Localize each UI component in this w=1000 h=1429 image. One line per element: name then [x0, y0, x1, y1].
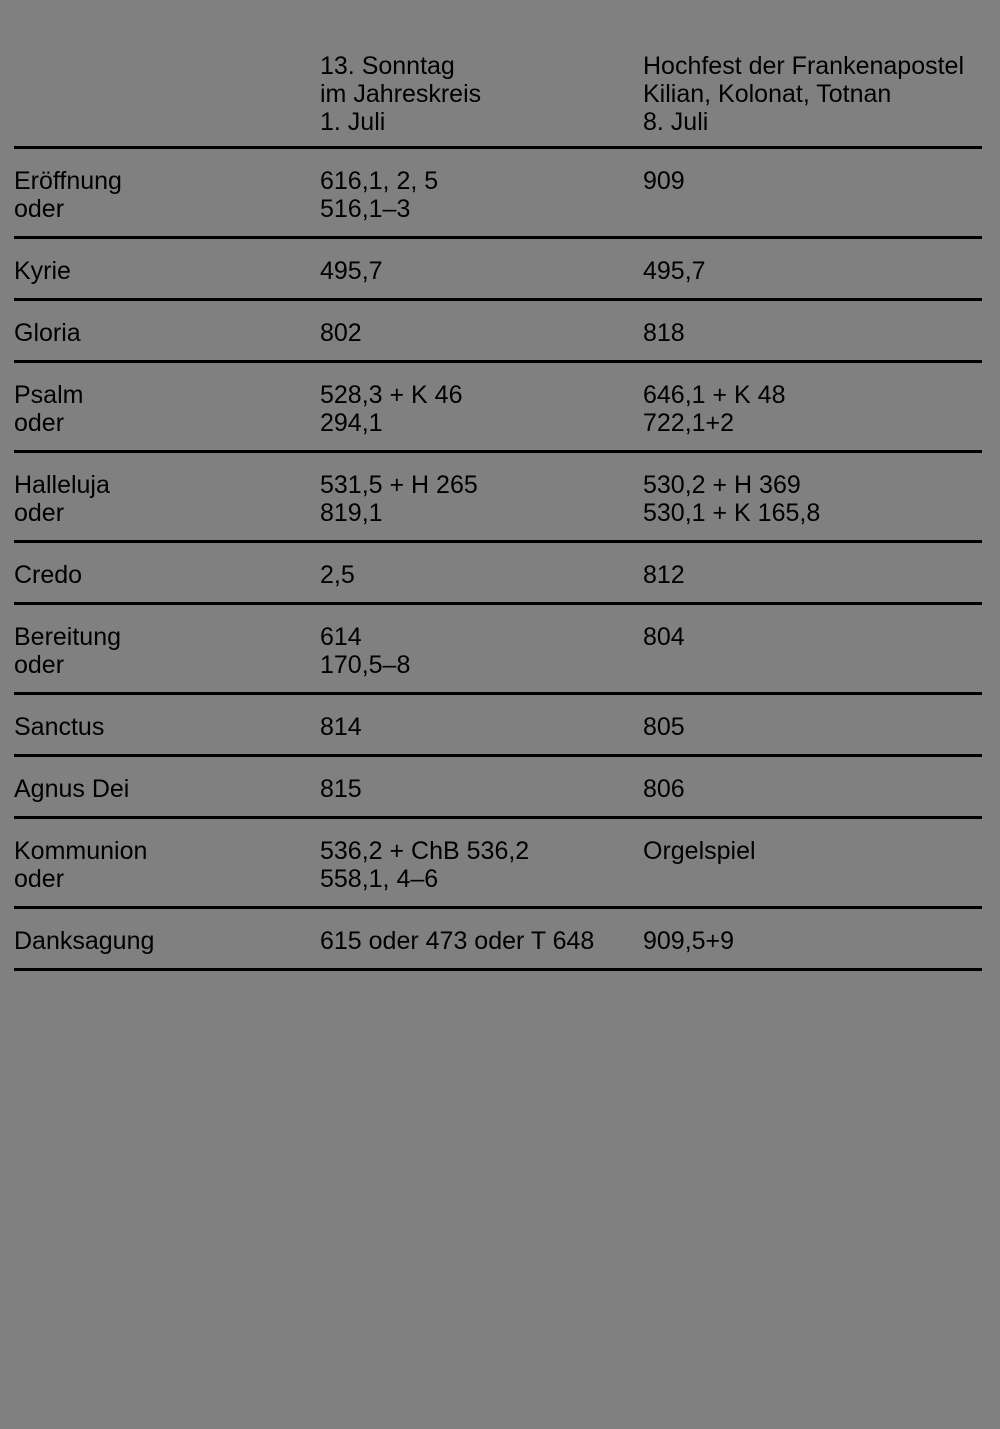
row-label: [14, 837, 147, 893]
sunday-cell: [320, 713, 362, 741]
feast-cell: [643, 623, 685, 651]
row-label-line: Credo: [14, 561, 83, 589]
row-label-line: Agnus Dei: [14, 775, 130, 803]
row-label-line: oder: [14, 409, 65, 437]
feast-cell-line: 530,1 + K 165,8: [643, 499, 821, 527]
feast-cell: [643, 319, 685, 347]
row-label-line: Bereitung: [14, 623, 122, 651]
sunday-cell: [320, 167, 438, 223]
sunday-cell-line: 536,2 + ChB 536,2: [320, 837, 530, 865]
row-label-line: Gloria: [14, 319, 81, 347]
sunday-cell: [320, 775, 362, 803]
sunday-cell: [320, 319, 362, 347]
table-header: [14, 52, 982, 146]
feast-cell: [643, 471, 820, 527]
table-row: [14, 695, 982, 754]
header-sunday-line: 13. Sonntag: [320, 52, 455, 80]
feast-cell-line: 909: [643, 167, 685, 195]
feast-cell-line: 818: [643, 319, 685, 347]
header-feast-column: [643, 52, 964, 136]
header-feast-line: 8. Juli: [643, 108, 709, 136]
sunday-cell-line: 170,5–8: [320, 651, 411, 679]
row-label-line: oder: [14, 499, 65, 527]
sunday-cell: [320, 623, 410, 679]
row-label-line: Halleluja: [14, 471, 110, 499]
table-row: [14, 543, 982, 602]
sunday-cell-line: 615 oder 473 oder T 648: [320, 927, 595, 955]
table-row: [14, 453, 982, 540]
feast-cell: [643, 713, 685, 741]
sunday-cell: [320, 927, 594, 955]
row-label-line: Danksagung: [14, 927, 155, 955]
row-label: [14, 471, 110, 527]
row-label: [14, 257, 71, 285]
feast-cell: [643, 167, 685, 195]
row-label-line: Kyrie: [14, 257, 71, 285]
table-row: [14, 909, 982, 968]
sunday-cell: [320, 561, 355, 589]
feast-cell: [643, 561, 685, 589]
row-label-line: oder: [14, 195, 65, 223]
sunday-cell: [320, 837, 529, 893]
header-feast-line: Hochfest der Frankenapostel: [643, 52, 965, 80]
table-row: [14, 363, 982, 450]
feast-cell-line: 909,5+9: [643, 927, 735, 955]
feast-cell-line: 722,1+2: [643, 409, 735, 437]
liturgy-song-table: [14, 52, 982, 971]
table-row: [14, 301, 982, 360]
feast-cell: [643, 927, 734, 955]
feast-cell-line: 530,2 + H 369: [643, 471, 801, 499]
feast-cell-line: 805: [643, 713, 685, 741]
sunday-cell-line: 802: [320, 319, 362, 347]
header-sunday-column: [320, 52, 481, 136]
row-label-line: oder: [14, 865, 65, 893]
feast-cell: [643, 257, 706, 285]
row-label-line: oder: [14, 651, 65, 679]
table-row: [14, 819, 982, 906]
sunday-cell-line: 531,5 + H 265: [320, 471, 478, 499]
row-label-line: Eröffnung: [14, 167, 122, 195]
row-label: [14, 713, 104, 741]
row-label-line: Kommunion: [14, 837, 148, 865]
table-row: [14, 605, 982, 692]
feast-cell-line: 495,7: [643, 257, 706, 285]
table-row: [14, 149, 982, 236]
sunday-cell-line: 294,1: [320, 409, 383, 437]
sunday-cell-line: 495,7: [320, 257, 383, 285]
feast-cell-line: 806: [643, 775, 685, 803]
sunday-cell-line: 558,1, 4–6: [320, 865, 439, 893]
row-label: [14, 381, 83, 437]
header-sunday-line: 1. Juli: [320, 108, 386, 136]
sunday-cell-line: 814: [320, 713, 362, 741]
feast-cell-line: 812: [643, 561, 685, 589]
feast-cell-line: Orgelspiel: [643, 837, 756, 865]
sunday-cell-line: 819,1: [320, 499, 383, 527]
row-label-line: Psalm: [14, 381, 84, 409]
sunday-cell-line: 528,3 + K 46: [320, 381, 463, 409]
sunday-cell-line: 815: [320, 775, 362, 803]
header-sunday-line: im Jahreskreis: [320, 80, 482, 108]
divider: [14, 968, 982, 971]
feast-cell-line: 804: [643, 623, 685, 651]
sunday-cell: [320, 257, 383, 285]
sunday-cell-line: 616,1, 2, 5: [320, 167, 439, 195]
sunday-cell: [320, 381, 462, 437]
row-label: [14, 167, 122, 223]
row-label: [14, 623, 121, 679]
row-label: [14, 561, 82, 589]
feast-cell: [643, 381, 785, 437]
table-row: [14, 757, 982, 816]
sunday-cell: [320, 471, 478, 527]
sunday-cell-line: 614: [320, 623, 362, 651]
sunday-cell-line: 2,5: [320, 561, 355, 589]
header-feast-line: Kilian, Kolonat, Totnan: [643, 80, 892, 108]
row-label: [14, 927, 154, 955]
row-label: [14, 775, 129, 803]
row-label-line: Sanctus: [14, 713, 105, 741]
row-label: [14, 319, 81, 347]
feast-cell: [643, 837, 756, 865]
table-row: [14, 239, 982, 298]
feast-cell: [643, 775, 685, 803]
feast-cell-line: 646,1 + K 48: [643, 381, 786, 409]
sunday-cell-line: 516,1–3: [320, 195, 411, 223]
